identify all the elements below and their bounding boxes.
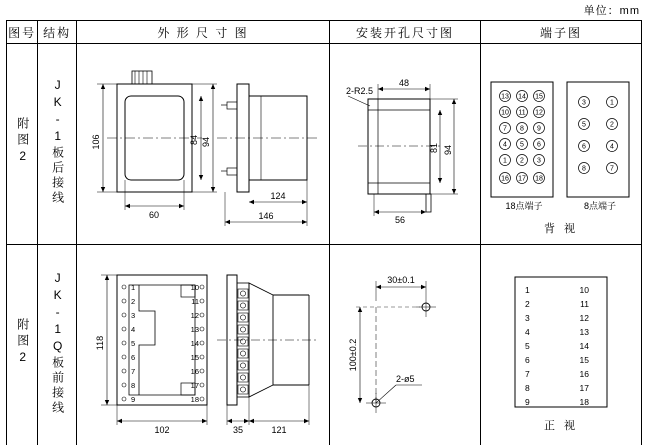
svg-text:14: 14	[579, 341, 589, 351]
header-fig-no: 图号	[7, 21, 38, 44]
svg-text:13: 13	[579, 327, 589, 337]
svg-text:12: 12	[535, 109, 543, 117]
svg-text:1: 1	[610, 99, 614, 107]
svg-text:12: 12	[579, 313, 589, 323]
svg-text:13: 13	[501, 93, 509, 101]
svg-text:3: 3	[524, 313, 530, 323]
svg-text:10: 10	[579, 285, 589, 295]
svg-text:3: 3	[537, 157, 541, 165]
svg-text:18: 18	[190, 395, 199, 404]
row2-structure-text: JK-1Q板前接线	[50, 270, 65, 416]
svg-text:1: 1	[524, 285, 530, 295]
row2-fig-no-text: 附图2	[15, 318, 30, 368]
row2-outline-drawing	[76, 245, 329, 445]
svg-text:8: 8	[524, 383, 530, 393]
svg-text:6: 6	[582, 143, 586, 151]
svg-text:9: 9	[537, 125, 541, 133]
svg-text:30±0.1: 30±0.1	[387, 275, 415, 285]
svg-text:1: 1	[130, 283, 136, 292]
row2-mount-drawing	[329, 245, 480, 445]
svg-text:16: 16	[190, 367, 199, 376]
svg-text:146: 146	[258, 211, 274, 221]
svg-text:2: 2	[524, 299, 530, 309]
svg-text:15: 15	[579, 355, 589, 365]
svg-text:3: 3	[582, 99, 586, 107]
svg-text:16: 16	[501, 175, 509, 183]
row1-mount-drawing	[329, 44, 480, 245]
svg-text:6: 6	[130, 353, 136, 362]
svg-text:7: 7	[524, 369, 530, 379]
table-row	[7, 44, 642, 245]
row1-structure-text: JK-1板后接线	[50, 78, 65, 206]
svg-text:2-ø5: 2-ø5	[395, 374, 415, 384]
svg-text:7: 7	[610, 165, 614, 173]
row1-left-terminal-caption: 18点端子	[505, 201, 543, 211]
svg-text:118: 118	[94, 335, 105, 351]
svg-text:16: 16	[579, 369, 589, 379]
svg-text:8: 8	[582, 165, 586, 173]
svg-text:2: 2	[520, 157, 524, 165]
svg-text:12: 12	[190, 311, 199, 320]
svg-text:17: 17	[190, 381, 199, 390]
table-row	[7, 245, 642, 445]
svg-text:10: 10	[501, 109, 509, 117]
header-structure: 结构	[38, 21, 77, 44]
svg-text:4: 4	[503, 141, 507, 149]
unit-note: 单位：mm	[583, 5, 640, 17]
row1-view-label: 背 视	[543, 223, 579, 235]
row1-fig-no-text: 附图2	[15, 117, 30, 167]
svg-text:2: 2	[610, 121, 614, 129]
svg-text:5: 5	[520, 141, 524, 149]
svg-text:5: 5	[524, 341, 530, 351]
svg-text:8: 8	[520, 125, 524, 133]
svg-text:3: 3	[130, 311, 136, 320]
svg-text:60: 60	[148, 210, 159, 220]
svg-text:13: 13	[190, 325, 199, 334]
row1-right-terminal-caption: 8点端子	[583, 201, 616, 211]
svg-text:14: 14	[518, 93, 526, 101]
svg-text:15: 15	[535, 93, 543, 101]
svg-text:94: 94	[200, 136, 211, 148]
svg-text:106: 106	[90, 134, 101, 150]
header-terminal: 端子图	[480, 21, 641, 44]
svg-text:4: 4	[610, 143, 614, 151]
row2-terminal-diagram	[480, 245, 641, 445]
svg-text:10: 10	[190, 283, 199, 292]
svg-text:84: 84	[188, 134, 199, 146]
row1-fig-no	[7, 44, 38, 245]
row1-structure	[38, 44, 77, 245]
header-outline: 外 形 尺 寸 图	[76, 21, 329, 44]
svg-text:124: 124	[270, 191, 286, 201]
header-mount: 安装开孔尺寸图	[329, 21, 480, 44]
svg-text:48: 48	[398, 78, 409, 88]
svg-text:9: 9	[524, 397, 530, 407]
svg-text:8: 8	[130, 381, 136, 390]
svg-text:11: 11	[580, 299, 589, 309]
svg-text:5: 5	[130, 339, 136, 348]
svg-text:81: 81	[428, 142, 439, 154]
svg-text:17: 17	[579, 383, 589, 393]
svg-text:6: 6	[537, 141, 541, 149]
row2-structure	[38, 245, 77, 445]
svg-text:56: 56	[394, 215, 405, 225]
dimension-table	[6, 20, 642, 445]
svg-text:7: 7	[503, 125, 507, 133]
svg-text:14: 14	[190, 339, 199, 348]
svg-text:17: 17	[518, 175, 526, 183]
svg-text:15: 15	[190, 353, 199, 362]
svg-text:102: 102	[154, 425, 170, 435]
svg-text:4: 4	[130, 325, 136, 334]
svg-text:11: 11	[191, 297, 199, 306]
svg-text:94: 94	[442, 144, 453, 156]
svg-text:6: 6	[524, 355, 530, 365]
svg-text:1: 1	[503, 157, 507, 165]
svg-text:7: 7	[130, 367, 136, 376]
table-header-row	[7, 21, 642, 44]
svg-text:2-R2.5: 2-R2.5	[345, 86, 373, 96]
row1-terminal-diagram	[480, 44, 641, 245]
svg-text:5: 5	[582, 121, 586, 129]
svg-text:4: 4	[524, 327, 530, 337]
svg-text:35: 35	[232, 425, 243, 435]
svg-text:11: 11	[518, 109, 526, 117]
row2-view-label: 正 视	[543, 420, 579, 432]
svg-text:9: 9	[130, 395, 136, 404]
row2-fig-no	[7, 245, 38, 445]
svg-text:2: 2	[130, 297, 136, 306]
svg-text:100±0.2: 100±0.2	[347, 338, 358, 372]
svg-text:121: 121	[271, 425, 287, 435]
row1-outline-drawing	[76, 44, 329, 245]
svg-text:18: 18	[535, 175, 543, 183]
svg-text:18: 18	[579, 397, 589, 407]
